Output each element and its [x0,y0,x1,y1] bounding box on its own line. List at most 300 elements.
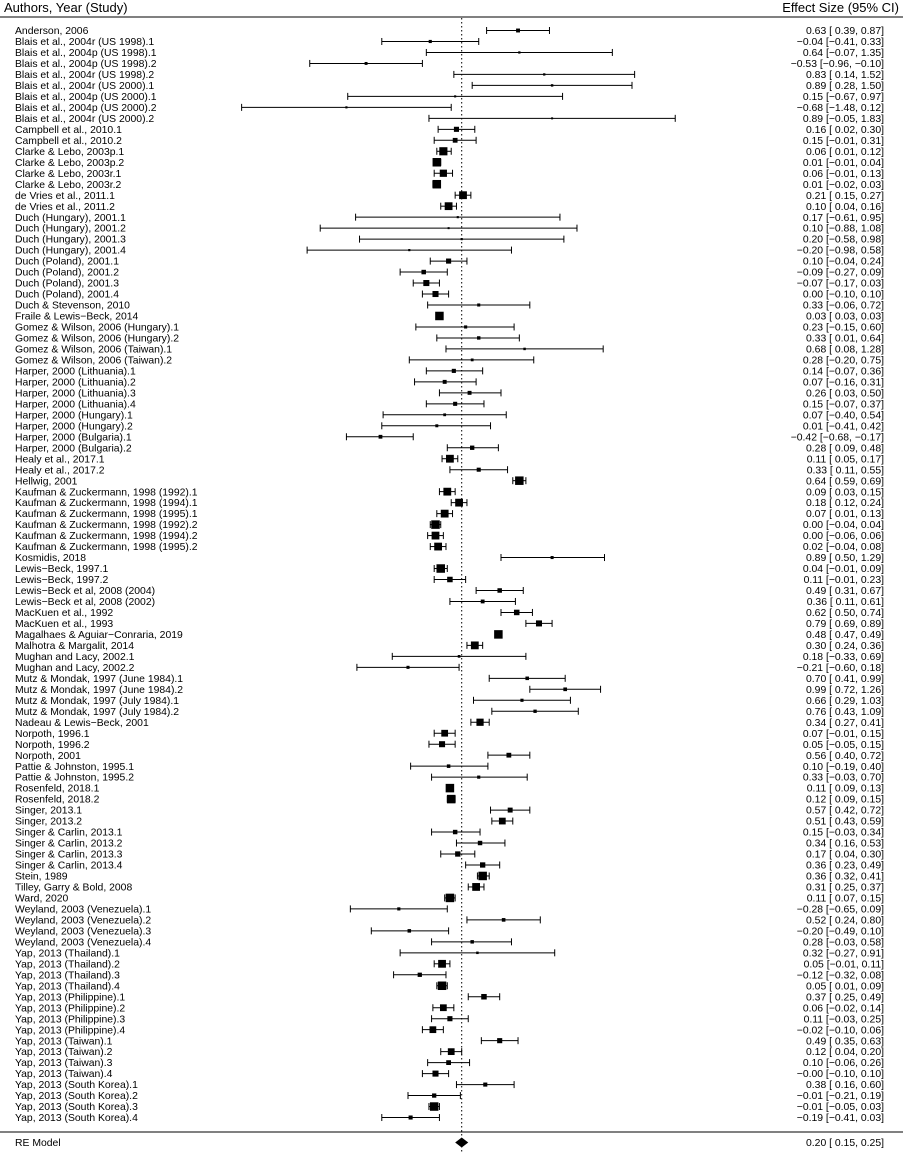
study-row [15,729,884,740]
study-label: Mutz & Mondak, 1997 (July 1984).1 [15,695,180,707]
study-label: Harper, 2000 (Hungary).1 [15,410,133,422]
effect-size-value: 0.63 [ 0.39, 0.87] [806,26,884,38]
effect-size-value: 0.20 [−0.58, 0.98] [802,234,884,246]
study-row [15,915,884,926]
effect-size-value: 0.06 [−0.01, 0.13] [802,168,884,180]
study-row [15,1080,884,1091]
study-label: Kaufman & Zuckermann, 1998 (1992).1 [15,487,198,499]
point-estimate [551,556,554,559]
point-estimate [480,862,485,867]
effect-size-value: 0.05 [−0.05, 0.15] [802,739,884,751]
point-estimate [431,520,440,529]
study-label: Pattie & Johnston, 1995.2 [15,772,135,784]
study-label: Yap, 2013 (Thailand).3 [15,970,120,982]
study-row [15,762,884,773]
point-estimate [516,29,520,33]
study-label: Gomez & Wilson, 2006 (Hungary).2 [15,333,180,345]
point-estimate [477,336,480,339]
effect-size-value: 0.05 [−0.01, 0.11] [803,959,884,971]
point-estimate [471,359,474,362]
effect-size-value: 0.09 [ 0.03, 0.15] [806,487,884,499]
study-label: Pattie & Johnston, 1995.1 [15,761,135,773]
study-label: Duch (Poland), 2001.3 [15,278,119,290]
study-row [15,1014,884,1025]
study-label: Campbell et al., 2010.1 [15,124,122,136]
point-estimate [551,117,553,119]
effect-size-value: 0.34 [ 0.27, 0.41] [806,717,884,729]
point-estimate [432,1093,436,1097]
study-label: de Vries et al., 2011.2 [15,201,115,213]
point-estimate [446,1060,451,1065]
point-estimate [514,610,520,616]
study-label: Harper, 2000 (Lithuania).3 [15,388,136,400]
effect-size-value: −0.09 [−0.27, 0.09] [796,267,884,279]
study-row [15,1113,884,1124]
point-estimate [435,424,438,427]
effect-size-value: 0.06 [−0.02, 0.14] [802,1003,884,1015]
study-row [15,454,884,465]
effect-size-value: 0.16 [ 0.02, 0.30] [806,124,884,136]
study-label: Nadeau & Lewis−Beck, 2001 [15,717,149,729]
point-estimate [494,630,503,639]
study-row [15,1036,884,1047]
point-estimate [440,170,447,177]
point-estimate [345,106,347,108]
study-label: Weyland, 2003 (Venezuela).2 [15,915,152,927]
effect-size-value: 0.28 [ 0.09, 0.48] [806,443,884,455]
effect-size-value: −0.20 [−0.98, 0.58] [796,245,884,257]
study-row [15,641,884,652]
effect-size-value: 0.17 [−0.61, 0.95] [802,212,884,224]
point-estimate [483,1083,487,1087]
effect-size-value: 0.12 [ 0.04, 0.20] [806,1047,884,1059]
study-row [15,498,884,509]
effect-size-value: 0.89 [−0.05, 1.83] [802,113,884,125]
effect-size-value: 0.56 [ 0.40, 0.72] [806,750,884,762]
effect-size-value: 0.70 [ 0.41, 0.99] [806,673,884,685]
study-label: Singer, 2013.1 [15,805,83,817]
study-label: Gomez & Wilson, 2006 (Taiwan).1 [15,344,173,356]
effect-size-value: 0.10 [−0.06, 0.26] [802,1058,884,1070]
effect-size-value: 0.07 [−0.01, 0.15] [802,728,884,740]
study-row [15,410,884,421]
point-estimate [448,1048,455,1055]
effect-size-value: 0.11 [ 0.05, 0.17] [806,454,884,466]
effect-size-value: 0.11 [−0.03, 0.25] [803,1014,884,1026]
effect-size-value: −0.07 [−0.17, 0.03] [796,278,884,290]
study-row [15,992,884,1003]
study-label: Mutz & Mondak, 1997 (July 1984).2 [15,706,180,718]
study-row [15,70,884,81]
summary-value: 0.20 [ 0.15, 0.25] [806,1138,884,1150]
study-row [15,312,884,323]
point-estimate [439,741,445,747]
point-estimate [441,730,448,737]
study-row [15,279,884,290]
effect-size-value: 0.36 [ 0.11, 0.61] [806,597,884,609]
point-estimate [454,127,459,132]
study-label: Yap, 2013 (Thailand).1 [15,948,120,960]
effect-size-value: −0.53 [−0.96, −0.10] [790,59,884,71]
study-label: Duch (Hungary), 2001.1 [15,212,126,224]
effect-size-value: 0.68 [ 0.08, 1.28] [806,344,884,356]
column-header-effect-size: Effect Size (95% CI) [782,0,899,15]
effect-size-value: 0.62 [ 0.50, 0.74] [806,608,884,620]
point-estimate [440,1004,447,1011]
summary-row [15,1138,884,1150]
effect-size-value: 0.17 [ 0.04, 0.30] [806,849,884,861]
effect-size-value: 0.11 [ 0.07, 0.15] [806,893,884,905]
study-label: Clarke & Lebo, 2003r.1 [15,168,122,180]
study-row [15,421,884,432]
point-estimate [421,270,426,275]
study-row [15,905,884,916]
study-row [15,257,884,268]
study-label: Singer & Carlin, 2013.1 [15,827,123,839]
summary-diamond [455,1138,468,1148]
point-estimate [409,1115,413,1119]
study-row [15,92,884,103]
study-row [15,345,884,356]
point-estimate [418,973,422,977]
point-estimate [551,84,553,86]
point-estimate [453,138,458,143]
effect-size-value: 0.15 [−0.03, 0.34] [802,827,884,839]
point-estimate [423,280,429,286]
effect-size-value: 0.21 [ 0.15, 0.27] [806,190,884,202]
effect-size-value: 0.99 [ 0.72, 1.26] [806,684,884,696]
study-row [15,48,884,59]
study-label: Blais et al., 2004p (US 2000).2 [15,102,157,114]
point-estimate [508,808,513,813]
study-row [15,630,884,641]
point-estimate [478,872,487,881]
study-row [15,872,884,883]
study-label: Blais et al., 2004r (US 2000).2 [15,113,155,125]
study-row [15,399,884,410]
study-row [15,926,884,937]
effect-size-value: 0.00 [−0.10, 0.10] [802,289,884,301]
study-row [15,103,884,114]
study-row [15,937,884,948]
study-row [15,575,884,586]
study-label: Stein, 1989 [15,871,68,883]
study-row [15,366,884,377]
point-estimate [429,40,432,43]
study-row [15,290,884,301]
point-estimate [448,227,450,229]
study-label: Duch (Hungary), 2001.3 [15,234,126,246]
effect-size-value: 0.57 [ 0.42, 0.72] [806,805,884,817]
effect-size-value: 0.10 [ 0.04, 0.16] [806,201,884,213]
point-estimate [435,312,444,321]
point-estimate [453,830,457,834]
point-estimate [472,883,480,891]
study-row [15,608,884,619]
effect-size-value: 0.03 [ 0.03, 0.03] [806,311,884,323]
effect-size-value: 0.89 [ 0.28, 1.50] [806,81,884,92]
effect-size-value: 0.49 [ 0.35, 0.63] [806,1036,884,1048]
effect-size-value: 0.00 [−0.06, 0.06] [802,531,884,543]
study-row [15,136,884,147]
effect-size-value: −0.20 [−0.49, 0.10] [796,926,884,938]
point-estimate [477,303,480,306]
effect-size-value: 0.28 [−0.03, 0.58] [802,937,884,949]
study-row [15,674,884,685]
study-row [15,1058,884,1069]
study-label: Tilley, Garry & Bold, 2008 [15,882,133,894]
study-row [15,323,884,334]
point-estimate [536,620,542,626]
point-estimate [446,784,455,793]
study-row [15,180,884,191]
point-estimate [515,476,524,485]
study-row [15,81,884,92]
study-label: Yap, 2013 (Taiwan).3 [15,1058,113,1070]
study-label: Mughan and Lacy, 2002.2 [15,662,135,674]
point-estimate [461,238,463,240]
point-estimate [455,499,463,507]
effect-size-value: 0.01 [−0.02, 0.03] [802,179,884,191]
study-label: Blais et al., 2004r (US 1998).2 [15,70,155,82]
effect-size-value: 0.31 [ 0.25, 0.37] [806,882,884,894]
point-estimate [481,600,485,604]
point-estimate [525,677,529,681]
study-label: Gomez & Wilson, 2006 (Hungary).1 [15,322,180,334]
effect-size-value: −0.12 [−0.32, 0.08] [796,970,884,982]
study-label: Duch (Poland), 2001.4 [15,289,119,301]
study-row [15,202,884,213]
effect-size-value: 0.64 [−0.07, 1.35] [802,48,884,60]
point-estimate [433,180,442,189]
effect-size-value: −0.04 [−0.41, 0.33] [796,37,884,49]
effect-size-value: 0.23 [−0.15, 0.60] [802,322,884,334]
point-estimate [464,325,467,328]
study-label: Kaufman & Zuckermann, 1998 (1994).2 [15,531,198,543]
study-row [15,465,884,476]
study-label: Weyland, 2003 (Venezuela).3 [15,926,152,938]
study-label: Duch & Stevenson, 2010 [15,300,130,312]
column-header-study: Authors, Year (Study) [4,0,128,15]
study-label: Malhotra & Margalit, 2014 [15,640,134,652]
study-label: de Vries et al., 2011.1 [15,190,115,202]
effect-size-value: 0.05 [ 0.01, 0.09] [806,981,884,993]
effect-size-value: 0.14 [−0.07, 0.36] [802,366,884,378]
effect-size-value: −0.42 [−0.68, −0.17] [790,432,884,444]
effect-size-value: 0.30 [ 0.24, 0.36] [806,640,884,652]
point-estimate [447,795,456,804]
effect-size-value: 0.37 [ 0.25, 0.49] [806,992,884,1004]
point-estimate [458,655,461,658]
point-estimate [497,1038,502,1043]
study-label: Clarke & Lebo, 2003r.2 [15,179,122,191]
study-label: Yap, 2013 (Philippine).3 [15,1014,126,1026]
study-label: Kaufman & Zuckermann, 1998 (1992).2 [15,520,198,532]
study-label: Yap, 2013 (South Korea).2 [15,1091,138,1103]
study-label: Yap, 2013 (Taiwan).2 [15,1047,113,1059]
study-label: Mutz & Mondak, 1997 (June 1984).1 [15,673,184,685]
study-row [15,213,884,224]
point-estimate [481,994,487,1000]
study-row [15,334,884,345]
study-row [15,224,884,235]
effect-size-value: 0.12 [ 0.09, 0.15] [806,794,884,806]
point-estimate [533,710,536,713]
point-estimate [452,369,456,373]
study-label: MacKuen et al., 1992 [15,608,114,620]
point-estimate [563,687,567,691]
study-label: Harper, 2000 (Hungary).2 [15,421,133,433]
study-row [15,301,884,312]
study-label: Healy et al., 2017.2 [15,465,105,477]
effect-size-value: 0.07 [−0.16, 0.31] [802,377,884,389]
effect-size-value: 0.79 [ 0.69, 0.89] [806,619,884,631]
effect-size-value: 0.00 [−0.04, 0.04] [802,520,884,532]
study-row [15,147,884,158]
effect-size-value: 0.06 [ 0.01, 0.12] [806,146,884,158]
study-label: Blais et al., 2004r (US 2000).1 [15,81,155,92]
study-label: Yap, 2013 (Taiwan).4 [15,1069,113,1081]
effect-size-value: 0.10 [−0.88, 1.08] [802,223,884,235]
point-estimate [439,147,447,155]
study-label: Harper, 2000 (Lithuania).4 [15,399,136,411]
point-estimate [432,532,440,540]
point-estimate [499,818,506,825]
effect-size-value: 0.66 [ 0.29, 1.03] [806,695,884,707]
study-row [15,894,884,905]
study-label: Kaufman & Zuckermann, 1998 (1994).1 [15,498,198,510]
point-estimate [379,435,383,439]
point-estimate [518,51,520,53]
study-row [15,114,884,125]
effect-size-value: 0.76 [ 0.43, 1.09] [806,706,884,718]
study-label: Singer & Carlin, 2013.2 [15,838,123,850]
study-label: Norpoth, 1996.2 [15,739,90,751]
study-label: Campbell et al., 2010.2 [15,135,122,147]
point-estimate [447,764,451,768]
study-row [15,1047,884,1058]
study-label: Kosmidis, 2018 [15,553,87,565]
study-label: Rosenfeld, 2018.1 [15,783,100,795]
study-row [15,520,884,531]
effect-size-value: 0.04 [−0.01, 0.09] [802,564,884,576]
study-label: Duch (Poland), 2001.2 [15,267,119,279]
study-row [15,125,884,136]
effect-size-value: 0.64 [ 0.59, 0.69] [806,476,884,488]
point-estimate [477,776,480,779]
study-label: Blais et al., 2004r (US 1998).1 [15,37,155,49]
study-row [15,751,884,762]
point-estimate [430,1026,437,1033]
point-estimate [445,202,453,210]
study-label: Singer & Carlin, 2013.4 [15,860,123,872]
point-estimate [477,468,481,472]
study-label: Blais et al., 2004p (US 2000).1 [15,91,157,103]
effect-size-value: −0.01 [−0.05, 0.03] [796,1102,884,1114]
study-row [15,246,884,257]
point-estimate [447,577,453,583]
study-row [15,531,884,542]
point-estimate [446,259,451,264]
point-estimate [438,960,446,968]
study-row [15,1025,884,1036]
study-label: Yap, 2013 (South Korea).1 [15,1080,138,1092]
study-label: Lewis−Beck, 1997.2 [15,575,109,587]
effect-size-value: 0.15 [−0.01, 0.31] [802,135,884,147]
point-estimate [468,391,472,395]
study-row [15,828,884,839]
study-row [15,388,884,399]
point-estimate [543,73,545,75]
effect-size-value: −0.01 [−0.21, 0.19] [796,1091,884,1103]
point-estimate [408,249,410,251]
point-estimate [478,841,482,845]
study-row [15,37,884,48]
study-row [15,1102,884,1113]
study-label: Anderson, 2006 [15,26,89,38]
effect-size-value: 0.33 [−0.03, 0.70] [802,772,884,784]
study-label: MacKuen et al., 1993 [15,619,114,631]
study-label: Ward, 2020 [15,893,69,905]
effect-size-value: 0.33 [ 0.01, 0.64] [806,333,884,345]
study-row [15,191,884,202]
summary-label: RE Model [15,1138,61,1150]
point-estimate [443,488,451,496]
effect-size-value: 0.36 [ 0.23, 0.49] [806,860,884,872]
point-estimate [457,216,459,218]
study-row [15,795,884,806]
point-estimate [454,95,456,97]
effect-size-value: 0.11 [−0.01, 0.23] [803,575,884,587]
study-row [15,377,884,388]
study-label: Yap, 2013 (Thailand).4 [15,981,120,993]
point-estimate [471,641,479,649]
study-row [15,553,884,564]
study-label: Duch (Poland), 2001.1 [15,256,119,268]
study-label: Harper, 2000 (Bulgaria).2 [15,443,132,455]
point-estimate [438,982,447,991]
study-row [15,970,884,981]
study-row [15,861,884,872]
effect-size-value: 0.11 [ 0.09, 0.13] [806,783,884,795]
study-label: Fraile & Lewis−Beck, 2014 [15,311,139,323]
study-row [15,356,884,367]
study-label: Lewis−Beck et al, 2008 (2004) [15,586,156,598]
study-row [15,685,884,696]
study-label: Yap, 2013 (South Korea).4 [15,1113,138,1125]
study-label: Rosenfeld, 2018.2 [15,794,100,806]
point-estimate [476,952,478,954]
study-row [15,1003,884,1014]
effect-size-value: −0.21 [−0.60, 0.18] [796,662,884,674]
effect-size-value: 0.38 [ 0.16, 0.60] [806,1080,884,1092]
study-row [15,839,884,850]
point-estimate [476,719,483,726]
study-row [15,883,884,894]
point-estimate [365,62,368,65]
point-estimate [497,588,502,593]
point-estimate [430,1102,439,1111]
study-label: Yap, 2013 (Taiwan).1 [15,1036,113,1048]
effect-size-value: 0.48 [ 0.47, 0.49] [806,630,884,641]
effect-size-value: −0.02 [−0.10, 0.06] [796,1025,884,1037]
study-row [15,948,884,959]
study-label: Singer, 2013.2 [15,816,83,828]
study-row [15,586,884,597]
effect-size-value: 0.07 [ 0.01, 0.13] [806,509,884,521]
effect-size-value: 0.52 [ 0.24, 0.80] [806,915,884,927]
effect-size-value: 0.33 [ 0.11, 0.55] [806,465,884,477]
